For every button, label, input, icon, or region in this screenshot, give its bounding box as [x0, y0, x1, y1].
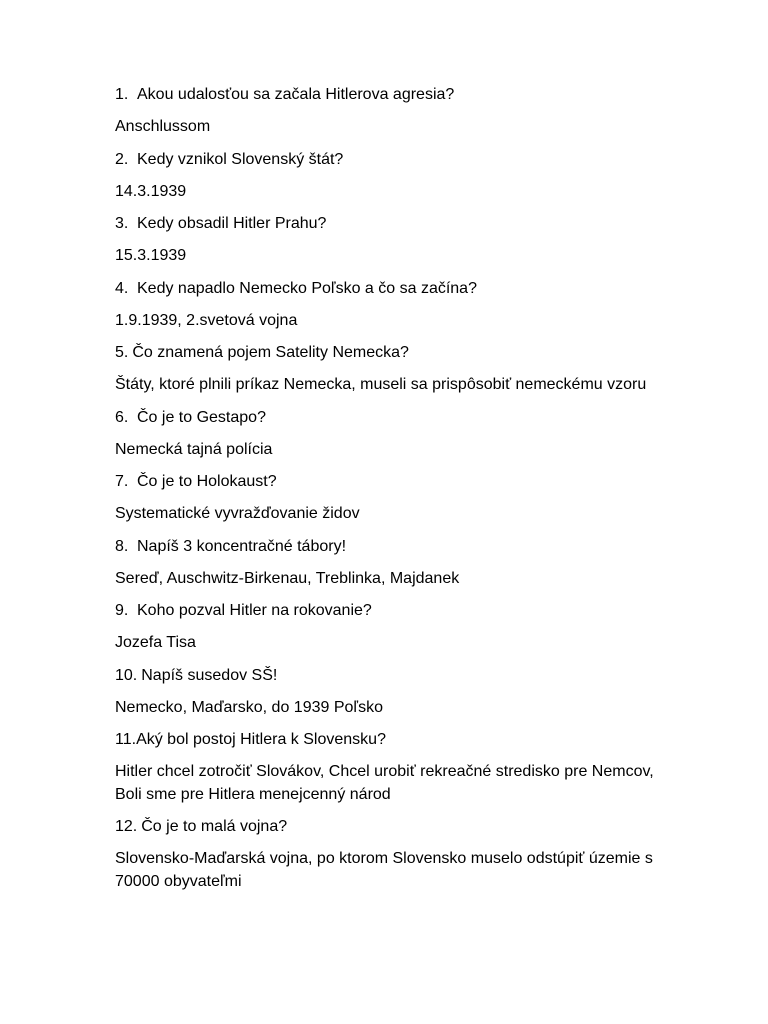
question-text: Čo znamená pojem Satelity Nemecka? [132, 344, 409, 361]
question-4 [115, 278, 675, 301]
question-number: 8. [115, 537, 129, 555]
question-1 [115, 84, 675, 107]
question-text: Čo je to malá vojna? [141, 818, 288, 835]
question-2 [115, 149, 675, 172]
question-number: 11. [115, 731, 137, 748]
answer-5: Štáty, ktoré plnili príkaz Nemecka, museli sa prispôsobiť nemeckému vzoru [115, 376, 647, 394]
question-text: Koho pozval Hitler na rokovanie? [137, 602, 372, 619]
question-11 [115, 729, 675, 752]
answer-6: Nemecká tajná polícia [115, 440, 273, 458]
question-number: 4. [115, 279, 129, 297]
question-number: 9. [115, 602, 129, 619]
answer-10: Nemecko, Maďarsko, do 1939 Poľsko [115, 698, 383, 716]
question-10 [115, 665, 675, 688]
question-8 [115, 536, 675, 559]
answer-3: 15.3.1939 [115, 247, 187, 265]
question-7 [115, 471, 675, 494]
question-5 [115, 342, 675, 365]
question-6 [115, 407, 675, 430]
question-number: 12. [115, 818, 138, 835]
answer-11: Hitler chcel zotročiť Slovákov, Chcel urobiť rekreačné stredisko pre Nemcov, Boli sme pre Hitlera menejcenný národ [115, 763, 654, 803]
question-number: 6. [115, 408, 129, 426]
question-number: 1. [115, 86, 129, 103]
question-text: Aký bol postoj Hitlera k Slovensku? [136, 731, 386, 748]
question-12 [115, 816, 675, 839]
answer-8: Sereď, Auschwitz-Birkenau, Treblinka, Majdanek [115, 569, 460, 587]
question-text: Čo je to Holokaust? [137, 473, 277, 490]
question-text: Kedy napadlo Nemecko Poľsko a čo sa začína? [137, 279, 477, 297]
question-text: Napíš 3 koncentračné tábory! [137, 537, 347, 555]
question-text: Napíš susedov SŠ! [141, 666, 278, 684]
question-text: Kedy obsadil Hitler Prahu? [137, 215, 327, 232]
question-number: 2. [115, 150, 129, 168]
question-number: 5. [115, 344, 129, 361]
question-9 [115, 600, 675, 623]
answer-1: Anschlussom [115, 118, 211, 136]
answer-7: Systematické vyvražďovanie židov [115, 505, 360, 523]
answer-2: 14.3.1939 [115, 182, 187, 200]
answer-4: 1.9.1939, 2.svetová vojna [115, 311, 298, 329]
question-number: 10. [115, 666, 138, 684]
answer-9: Jozefa Tisa [115, 634, 196, 652]
question-number: 3. [115, 215, 129, 232]
question-3 [115, 213, 675, 236]
question-number: 7. [115, 473, 129, 490]
question-text: Čo je to Gestapo? [137, 408, 266, 426]
answer-12: Slovensko-Maďarská vojna, po ktorom Slovensko muselo odstúpiť územie s 70000 obyvateľmi [115, 850, 653, 890]
question-text: Kedy vznikol Slovenský štát? [137, 150, 344, 168]
question-text: Akou udalosťou sa začala Hitlerova agresia? [137, 86, 455, 103]
document-page [115, 84, 675, 903]
